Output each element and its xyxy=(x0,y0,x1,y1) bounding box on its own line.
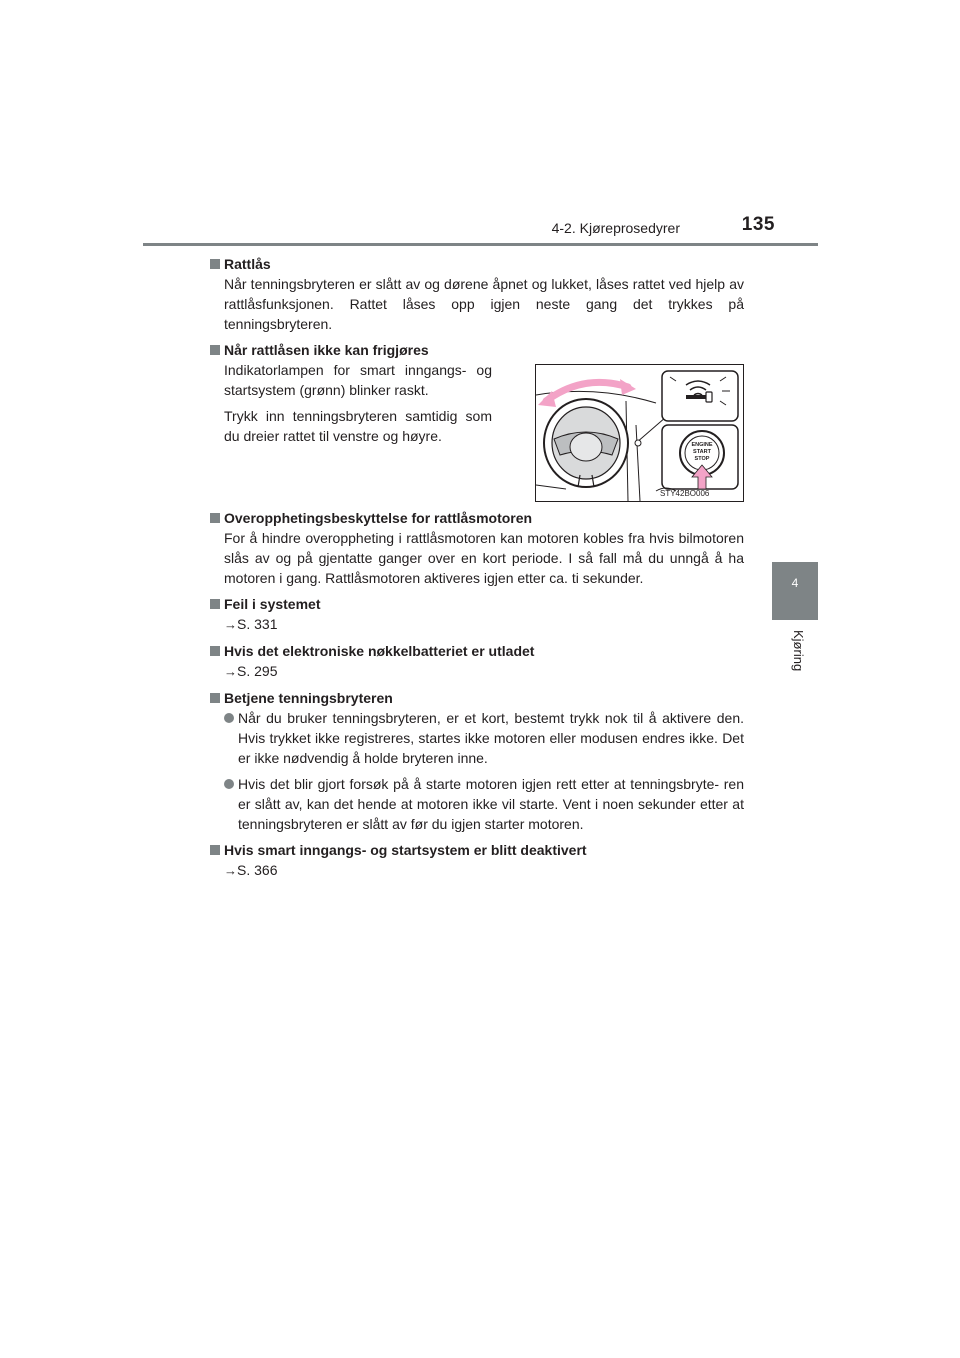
section-operate xyxy=(210,688,744,834)
section-heading xyxy=(210,254,744,274)
section-fault xyxy=(210,594,744,635)
release-row xyxy=(210,360,744,502)
heading-text: Hvis smart inngangs- og startsystem er blitt deaktivert xyxy=(224,842,587,858)
square-bullet-icon xyxy=(210,845,220,855)
circle-bullet-icon xyxy=(224,779,234,789)
reference-text: S. 366 xyxy=(237,862,278,878)
section-release xyxy=(210,340,744,502)
list-item-text: Når du bruker tenningsbryteren, er et kort, bestemt trykk nok til å aktivere den. Hvis trykket ikke registreres, startes ikke motoren eller modusen endres ikke. Det er ikke nødvendig å holde bryteren inne. xyxy=(238,710,744,766)
list-item-text: Hvis det blir gjort forsøk på å starte motoren igjen rett etter at tenningsbryte- ren er slått av, kan det hende at motoren ikke vil starte. Vent i noen sekunder etter at tenningsbryteren er slått av før du igjen starter motoren. xyxy=(238,776,744,832)
circle-bullet-icon xyxy=(224,713,234,723)
section-heading xyxy=(210,508,744,528)
arrow-icon: → xyxy=(224,863,237,878)
heading-text: Overopphetingsbeskyttelse for rattlåsmotoren xyxy=(224,510,533,526)
list-item xyxy=(210,774,744,834)
heading-text: Betjene tenningsbryteren xyxy=(224,690,393,706)
header-title: 4-2. Kjøreprosedyrer xyxy=(551,220,680,236)
page-number: 135 xyxy=(741,214,775,235)
page-content xyxy=(210,254,744,887)
section-heading xyxy=(210,641,744,661)
square-bullet-icon xyxy=(210,693,220,703)
paragraph: Trykk inn tenningsbryteren samtidig som du dreier rattet til venstre og høyre. xyxy=(224,408,492,444)
square-bullet-icon xyxy=(210,345,220,355)
section-disabled xyxy=(210,840,744,881)
heading-text: Rattlås xyxy=(224,256,271,272)
heading-text: Feil i systemet xyxy=(224,596,321,612)
paragraph: Indikatorlampen for smart inngangs- og startsystem (grønn) blinker raskt. xyxy=(224,362,492,398)
steering-wheel-illustration xyxy=(535,364,744,502)
paragraph: For å hindre overoppheting i rattlåsmotoren kan motoren kobles fra hvis bilmotoren slås av og på gjentatte ganger over en kort periode. I så fall må du unngå å ha motoren i gang. Rattlåsmotoren aktiveres igjen etter ca. ti sekunder. xyxy=(224,530,744,586)
stop-label: STOP xyxy=(694,456,710,462)
square-bullet-icon xyxy=(210,259,220,269)
reference-text: S. 295 xyxy=(237,663,278,679)
steering-wheel-drawing xyxy=(536,365,743,501)
section-steering-lock xyxy=(210,254,744,334)
header-rule xyxy=(143,243,818,246)
section-heading xyxy=(210,340,744,360)
page-reference xyxy=(210,614,744,635)
paragraph: Når tenningsbryteren er slått av og dørene åpnet og lukket, låses rattet ved hjelp av rattlåsfunksjonen. Rattet låses opp igjen neste gang det trykkes på tenningsbryteren. xyxy=(224,276,744,332)
chapter-tab-label: Kjøring xyxy=(791,630,806,672)
section-overheat xyxy=(210,508,744,588)
square-bullet-icon xyxy=(210,513,220,523)
square-bullet-icon xyxy=(210,599,220,609)
figure-code: STY42BO006 xyxy=(660,489,710,498)
reference-text: S. 331 xyxy=(237,616,278,632)
section-battery xyxy=(210,641,744,682)
engine-label: ENGINE xyxy=(691,442,713,448)
square-bullet-icon xyxy=(210,646,220,656)
section-heading xyxy=(210,688,744,708)
arrow-icon: → xyxy=(224,664,237,679)
list-item xyxy=(210,708,744,768)
page-reference xyxy=(210,860,744,881)
section-heading xyxy=(210,594,744,614)
start-label: START xyxy=(693,449,711,455)
heading-text: Hvis det elektroniske nøkkelbatteriet er utladet xyxy=(224,643,535,659)
chapter-tab-number: 4 xyxy=(791,576,799,590)
section-heading xyxy=(210,840,744,860)
chapter-tab xyxy=(772,562,818,620)
heading-text: Når rattlåsen ikke kan frigjøres xyxy=(224,342,429,358)
page-reference xyxy=(210,661,744,682)
arrow-icon: → xyxy=(224,617,237,632)
